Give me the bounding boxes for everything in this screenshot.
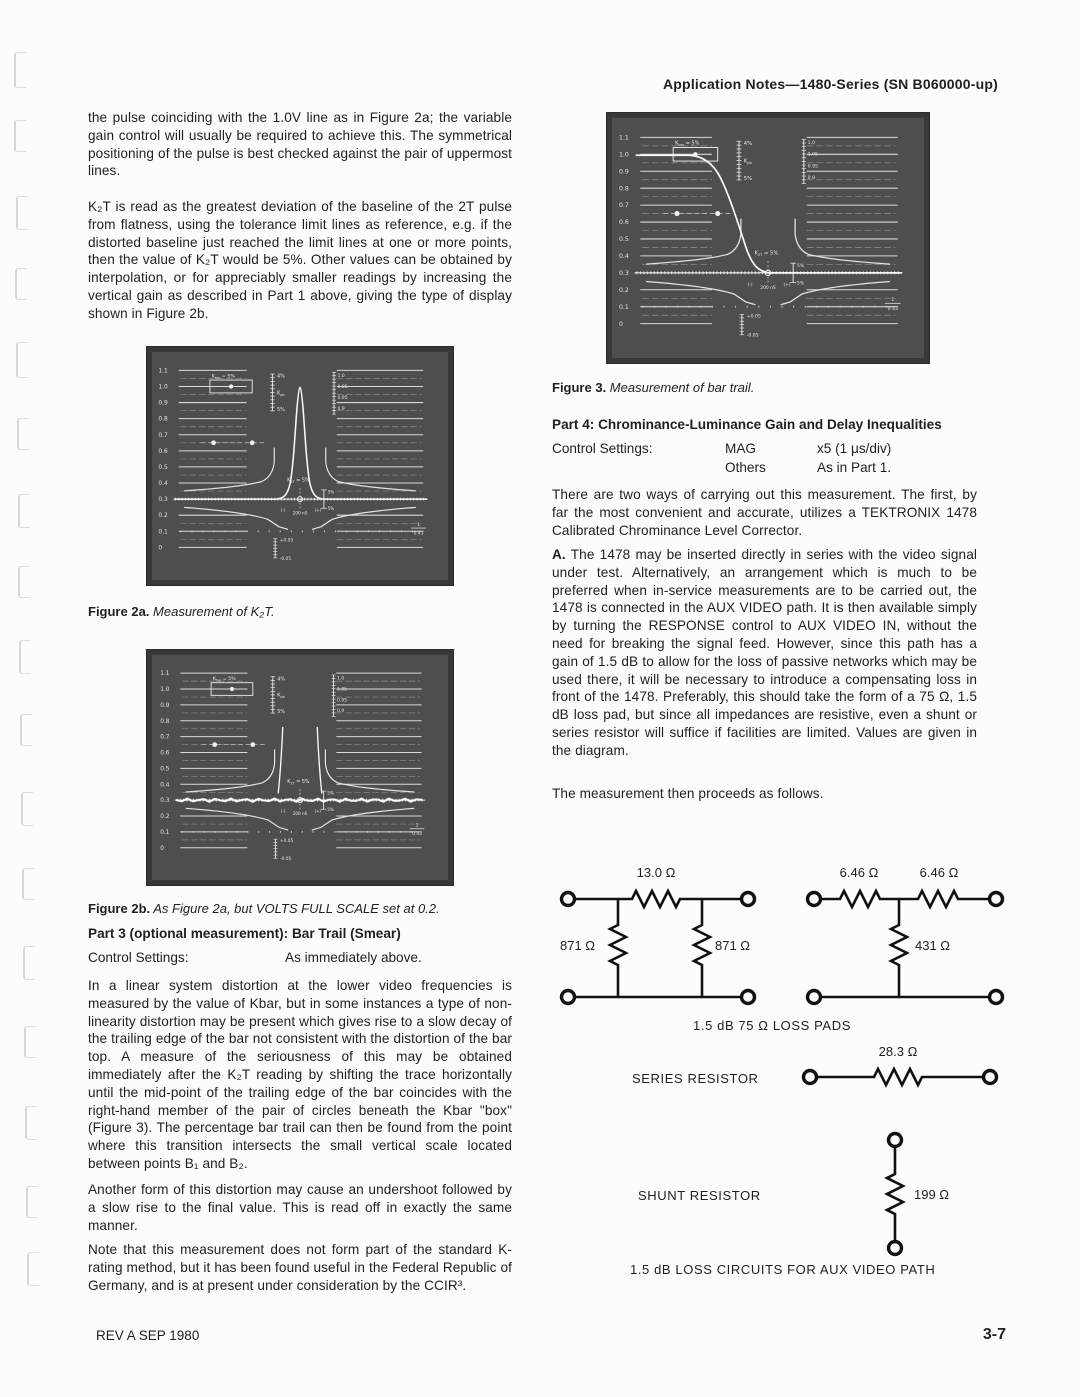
scope-label: 0.3 — [158, 497, 168, 504]
scan-artifact — [21, 792, 33, 826]
scope-label: 0.43 — [412, 832, 422, 838]
scope-label: 5% — [327, 807, 334, 813]
figure-2b-photo — [147, 650, 453, 885]
scan-artifact — [18, 566, 30, 598]
scan-artifact — [24, 1026, 36, 1058]
scope-label: 0.1 — [158, 529, 168, 536]
scope-label: -0.05 — [279, 556, 292, 562]
scope-label: 0.6 — [160, 750, 170, 757]
scope-label: 0.4 — [158, 481, 168, 488]
t-pad-circuit — [808, 891, 1003, 1004]
scope-label: 1 — [417, 522, 421, 528]
part3-paragraph-2 — [88, 1181, 512, 1234]
caption-text: Measurement of bar trail. — [606, 380, 755, 395]
scope-label: 1.0 — [337, 676, 345, 682]
part3-paragraph-3 — [88, 1241, 512, 1294]
series-resistor-value: 28.3 Ω — [878, 1044, 918, 1059]
footer-revision: REV A SEP 1980 — [96, 1328, 200, 1343]
scope-label: 0.9 — [337, 709, 345, 715]
scan-artifact — [20, 714, 32, 746]
scope-label: 200 nS — [292, 510, 308, 516]
scope-label: 200 nS — [292, 811, 308, 817]
shunt-resistor-schematic — [858, 1128, 982, 1260]
scope-label: $K_{pb}$ — [277, 692, 285, 700]
scope-label: 0.5 — [158, 464, 168, 471]
scope-label: 5% — [797, 281, 805, 287]
scope-label: (+) — [783, 282, 791, 288]
caption-text: Measurement of K₂T. — [149, 604, 275, 619]
control-row-value: As in Part 1. — [817, 460, 892, 475]
scope-label: 0.2 — [158, 513, 168, 520]
scope-label: (-) — [747, 282, 753, 288]
scope-label: $K_{2T} = 5\%$ — [754, 250, 779, 257]
control-row-value: x5 (1 μs/div) — [817, 441, 892, 456]
pi-pad-shunt-left-value: 871 Ω — [560, 938, 596, 953]
scope-label: 0.8 — [160, 718, 170, 725]
figure-2b-caption — [88, 901, 528, 916]
t-pad-series-left-value: 6.46 Ω — [839, 865, 879, 880]
scope-label: 0.9 — [337, 406, 345, 412]
scope-label: 0.95 — [807, 164, 818, 170]
scan-artifact — [15, 268, 27, 300]
control-row-name: Others — [725, 460, 766, 475]
scope-label: 0.8 — [618, 185, 629, 193]
scope-label: 1.1 — [160, 671, 170, 678]
scan-artifact — [14, 120, 26, 152]
scope-label: 0.9 — [158, 400, 168, 407]
scope-label: 1.05 — [807, 152, 818, 158]
scope-label: 4% — [277, 676, 286, 683]
scope-label: 1.05 — [337, 687, 347, 693]
scan-artifact — [19, 640, 31, 674]
scan-artifact — [27, 1252, 39, 1286]
scope-label: (-) — [280, 507, 286, 513]
scope-label: 0.6 — [618, 219, 629, 227]
paragraph: In a linear system distortion at the lower video frequencies is measured by the value of Kbar, but in some instances a type of non-linearity distortion may be present which gives rise to a slow decay of the trailing edge of the bar not consistent with the distortion of the bar top. A measure of the seriousness of this may be obtained immediately after the K₂T reading by shifting the trace horizontally until the mid-point of the trailing edge of the bar coincides with the right-hand member of the pair of circles beneath the Kbar "box" (Figure 3). The percentage bar trail can then be found from the point where this transition intersects the small vertical scale located between points B₁ and B₂. — [88, 978, 512, 1171]
part4-control-settings — [552, 441, 992, 481]
part3-heading: Part 3 (optional measurement): Bar Trail (Smear) — [88, 926, 401, 941]
figure-2a-photo — [147, 347, 453, 585]
series-resistor-circuit — [804, 1069, 997, 1085]
scan-artifact — [22, 868, 34, 900]
scope-label: 1.0 — [158, 384, 168, 391]
figure-2a-scope-display — [152, 352, 448, 580]
control-row-name: MAG — [725, 441, 756, 456]
t-pad-series-right-value: 6.46 Ω — [919, 865, 959, 880]
paragraph: The measurement then proceeds as follows. — [552, 786, 824, 801]
pi-pad-series-value: 13.0 Ω — [636, 865, 676, 880]
series-resistor-schematic — [798, 1042, 1002, 1092]
paragraph: There are two ways of carrying out this measurement. The first, by far the most convenient and accurate, utilizes a TEKTRONIX 1478 Calibrated Chrominance Level Corrector. — [552, 487, 977, 538]
series-resistor-label: SERIES RESISTOR — [632, 1071, 759, 1086]
scope-label: 0 — [160, 845, 164, 852]
caption-text: As Figure 2a, but VOLTS FULL SCALE set at 0.2. — [150, 901, 440, 916]
figure-3-photo — [607, 113, 929, 363]
part4-paragraph-1 — [552, 486, 977, 539]
scope-label: 0.43 — [413, 531, 424, 537]
scope-label: $K_{2T} = 5\%$ — [287, 778, 310, 786]
control-settings-label: Control Settings: — [88, 950, 189, 965]
scope-label: +0.05 — [279, 538, 294, 544]
scope-label: 1.0 — [618, 151, 629, 159]
scope-label: 0.1 — [160, 829, 170, 836]
scope-label: $K_{pb}$ — [277, 390, 285, 397]
part3-paragraph-1 — [88, 977, 512, 1173]
scope-label: 0.4 — [618, 253, 629, 261]
scope-label: $K_{pb}$ — [743, 158, 752, 166]
scope-label: 0.5 — [160, 766, 170, 773]
paragraph-body: The 1478 may be inserted directly in series with the video signal under test. Alternatively, an arrangement which is much to be preferred when in-service measurements are to be carried out, the 1478 is connected in the AUX VIDEO path. It is then available simply by turning the RESPONSE control to AUX VIDEO IN, without the need for breaking the signal feed. However, since this path has a gain of 1.5 dB to allow for the loss of passive networks which may be used there, it will be necessary to introduce a compensating loss in front of the 1478. Preferably, this should take the form of a 75 Ω, 1.5 dB loss pad, but since all impedances are resistive, even a shunt or series resistor will suffice if facilities are limited. Values are given in the diagram. — [552, 547, 978, 758]
loss-circuits-caption: 1.5 dB LOSS CIRCUITS FOR AUX VIDEO PATH — [630, 1262, 936, 1277]
control-settings-value: As immediately above. — [285, 950, 422, 965]
scope-label: $K_{bar} = 5\%$ — [212, 676, 236, 683]
scan-artifact — [17, 418, 29, 450]
paragraph: K₂T is read as the greatest deviation of the baseline of the 2T pulse from flatness, using the tolerance limit lines as reference, e.g. if the distorted baseline just reached the limit lines at one or more points, then the value of K₂T would be 5%. Other values can be obtained by interpolation, or for appreciably smaller readings by increasing the vertical gain as described in Part 1 above, giving the type of display shown in Figure 2b. — [88, 199, 512, 321]
page-header-title: Application Notes—1480-Series (SN B060000-up) — [663, 76, 998, 92]
figure-3-scope-display — [612, 118, 924, 358]
scope-label: 1.0 — [160, 687, 170, 694]
scope-label: 0.3 — [160, 798, 170, 805]
scope-label: 0.7 — [160, 734, 170, 741]
scope-label: (+) — [314, 808, 321, 814]
scope-label: 5% — [797, 264, 805, 270]
scope-label: 5% — [277, 709, 286, 716]
part4-paragraph-2 — [552, 546, 977, 760]
left-column-paragraph-2 — [88, 198, 512, 323]
control-settings-label: Control Settings: — [552, 441, 653, 456]
paragraph-lead: A. — [552, 547, 566, 562]
scope-label: 4% — [277, 373, 285, 380]
scan-artifact — [16, 342, 28, 378]
shunt-resistor-label: SHUNT RESISTOR — [638, 1188, 761, 1203]
scope-label: 0.7 — [618, 202, 629, 210]
scope-label: 5% — [327, 506, 335, 512]
scope-label: 5% — [327, 489, 335, 495]
scope-label: 0.3 — [618, 269, 629, 277]
paragraph: Note that this measurement does not form part of the standard K-rating method, but it has been found useful in the Federal Republic of Germany, and is at present under consideration by the CCIR³. — [88, 1242, 512, 1293]
paragraph — [552, 546, 977, 760]
scope-label: 0.8 — [158, 416, 168, 423]
scope-label: $K_{bar} = 5\%$ — [211, 374, 235, 380]
pi-pad-shunt-right-value: 871 Ω — [715, 938, 751, 953]
figure-2a-caption — [88, 604, 512, 619]
loss-pads-caption: 1.5 dB 75 Ω LOSS PADS — [693, 1018, 851, 1033]
scope-label: 0.43 — [887, 307, 898, 313]
caption-label: Figure 2b. — [88, 901, 151, 916]
scan-artifact — [16, 196, 28, 230]
paragraph: Another form of this distortion may cause an undershoot followed by a slow rise to the final value. This is read off in exactly the same manner. — [88, 1182, 512, 1233]
scan-artifact — [25, 1106, 37, 1140]
scope-label: 0.2 — [160, 814, 170, 821]
scope-label: 0 — [158, 545, 163, 552]
scope-label: 0.95 — [337, 395, 348, 401]
shunt-resistor-circuit — [887, 1134, 903, 1255]
kpb-scale — [270, 374, 285, 413]
shunt-resistor-value: 199 Ω — [914, 1187, 950, 1202]
paragraph: the pulse coinciding with the 1.0V line as in Figure 2a; the variable gain control will usually be required to achieve this. The symmetrical positioning of the pulse is best checked against the pair of uppermost lines. — [88, 110, 512, 179]
scope-label: (+) — [314, 507, 322, 513]
scope-label: 1.0 — [337, 373, 345, 379]
scan-artifact — [14, 52, 26, 88]
scan-artifact — [23, 946, 35, 980]
loss-pads-schematic — [552, 855, 1010, 1013]
scope-label: 0.5 — [618, 236, 629, 244]
scope-label: 1.1 — [618, 134, 629, 142]
scan-artifact — [18, 494, 30, 528]
scope-label: -0.05 — [280, 857, 292, 863]
scope-label: 0.95 — [337, 698, 347, 704]
scan-artifact — [26, 1186, 38, 1218]
scope-label: 200 nS — [760, 285, 776, 291]
figure-3-caption — [552, 380, 992, 395]
scope-label: $K_{bar} = 5\%$ — [675, 140, 700, 148]
scope-label: 0.9 — [618, 168, 629, 176]
scope-label: +0.05 — [280, 838, 294, 844]
scope-label: 0.9 — [807, 175, 816, 181]
scope-label: 0.1 — [618, 303, 629, 311]
part3-control-settings — [88, 950, 512, 965]
scope-label: 1 — [415, 823, 419, 829]
caption-label: Figure 3. — [552, 380, 607, 395]
scope-label: 1 — [891, 297, 895, 303]
scope-label: -0.05 — [746, 333, 759, 339]
left-column-paragraph-1 — [88, 109, 512, 180]
caption-label: Figure 2a. — [88, 604, 150, 619]
scope-label: 0 — [618, 320, 623, 328]
scope-label: 0.9 — [160, 702, 170, 709]
footer-page-number: 3-7 — [982, 1326, 1006, 1343]
figure-2b-scope-display — [152, 655, 448, 880]
scope-label: 0.2 — [618, 286, 629, 294]
kpb-scale — [271, 676, 286, 715]
scope-label: 1.1 — [158, 368, 168, 375]
scope-label: (-) — [280, 808, 286, 814]
scope-label: 5% — [327, 790, 334, 796]
scope-label: $K_{2T} = 5\%$ — [287, 477, 310, 485]
scope-label: 1.0 — [807, 141, 816, 147]
scope-label: 0.6 — [158, 448, 168, 455]
scope-label: 4% — [743, 141, 753, 148]
part4-heading: Part 4: Chrominance-Luminance Gain and Delay Inequalities — [552, 417, 942, 432]
scope-label: +0.05 — [746, 314, 761, 320]
t-pad-shunt-value: 431 Ω — [915, 938, 951, 953]
part4-paragraph-3 — [552, 785, 977, 803]
scope-label: 5% — [743, 175, 753, 182]
scope-label: 0.4 — [160, 782, 170, 789]
scope-label: 0.7 — [158, 432, 168, 439]
scope-label: 1.05 — [337, 384, 348, 390]
scope-label: 5% — [277, 406, 285, 413]
